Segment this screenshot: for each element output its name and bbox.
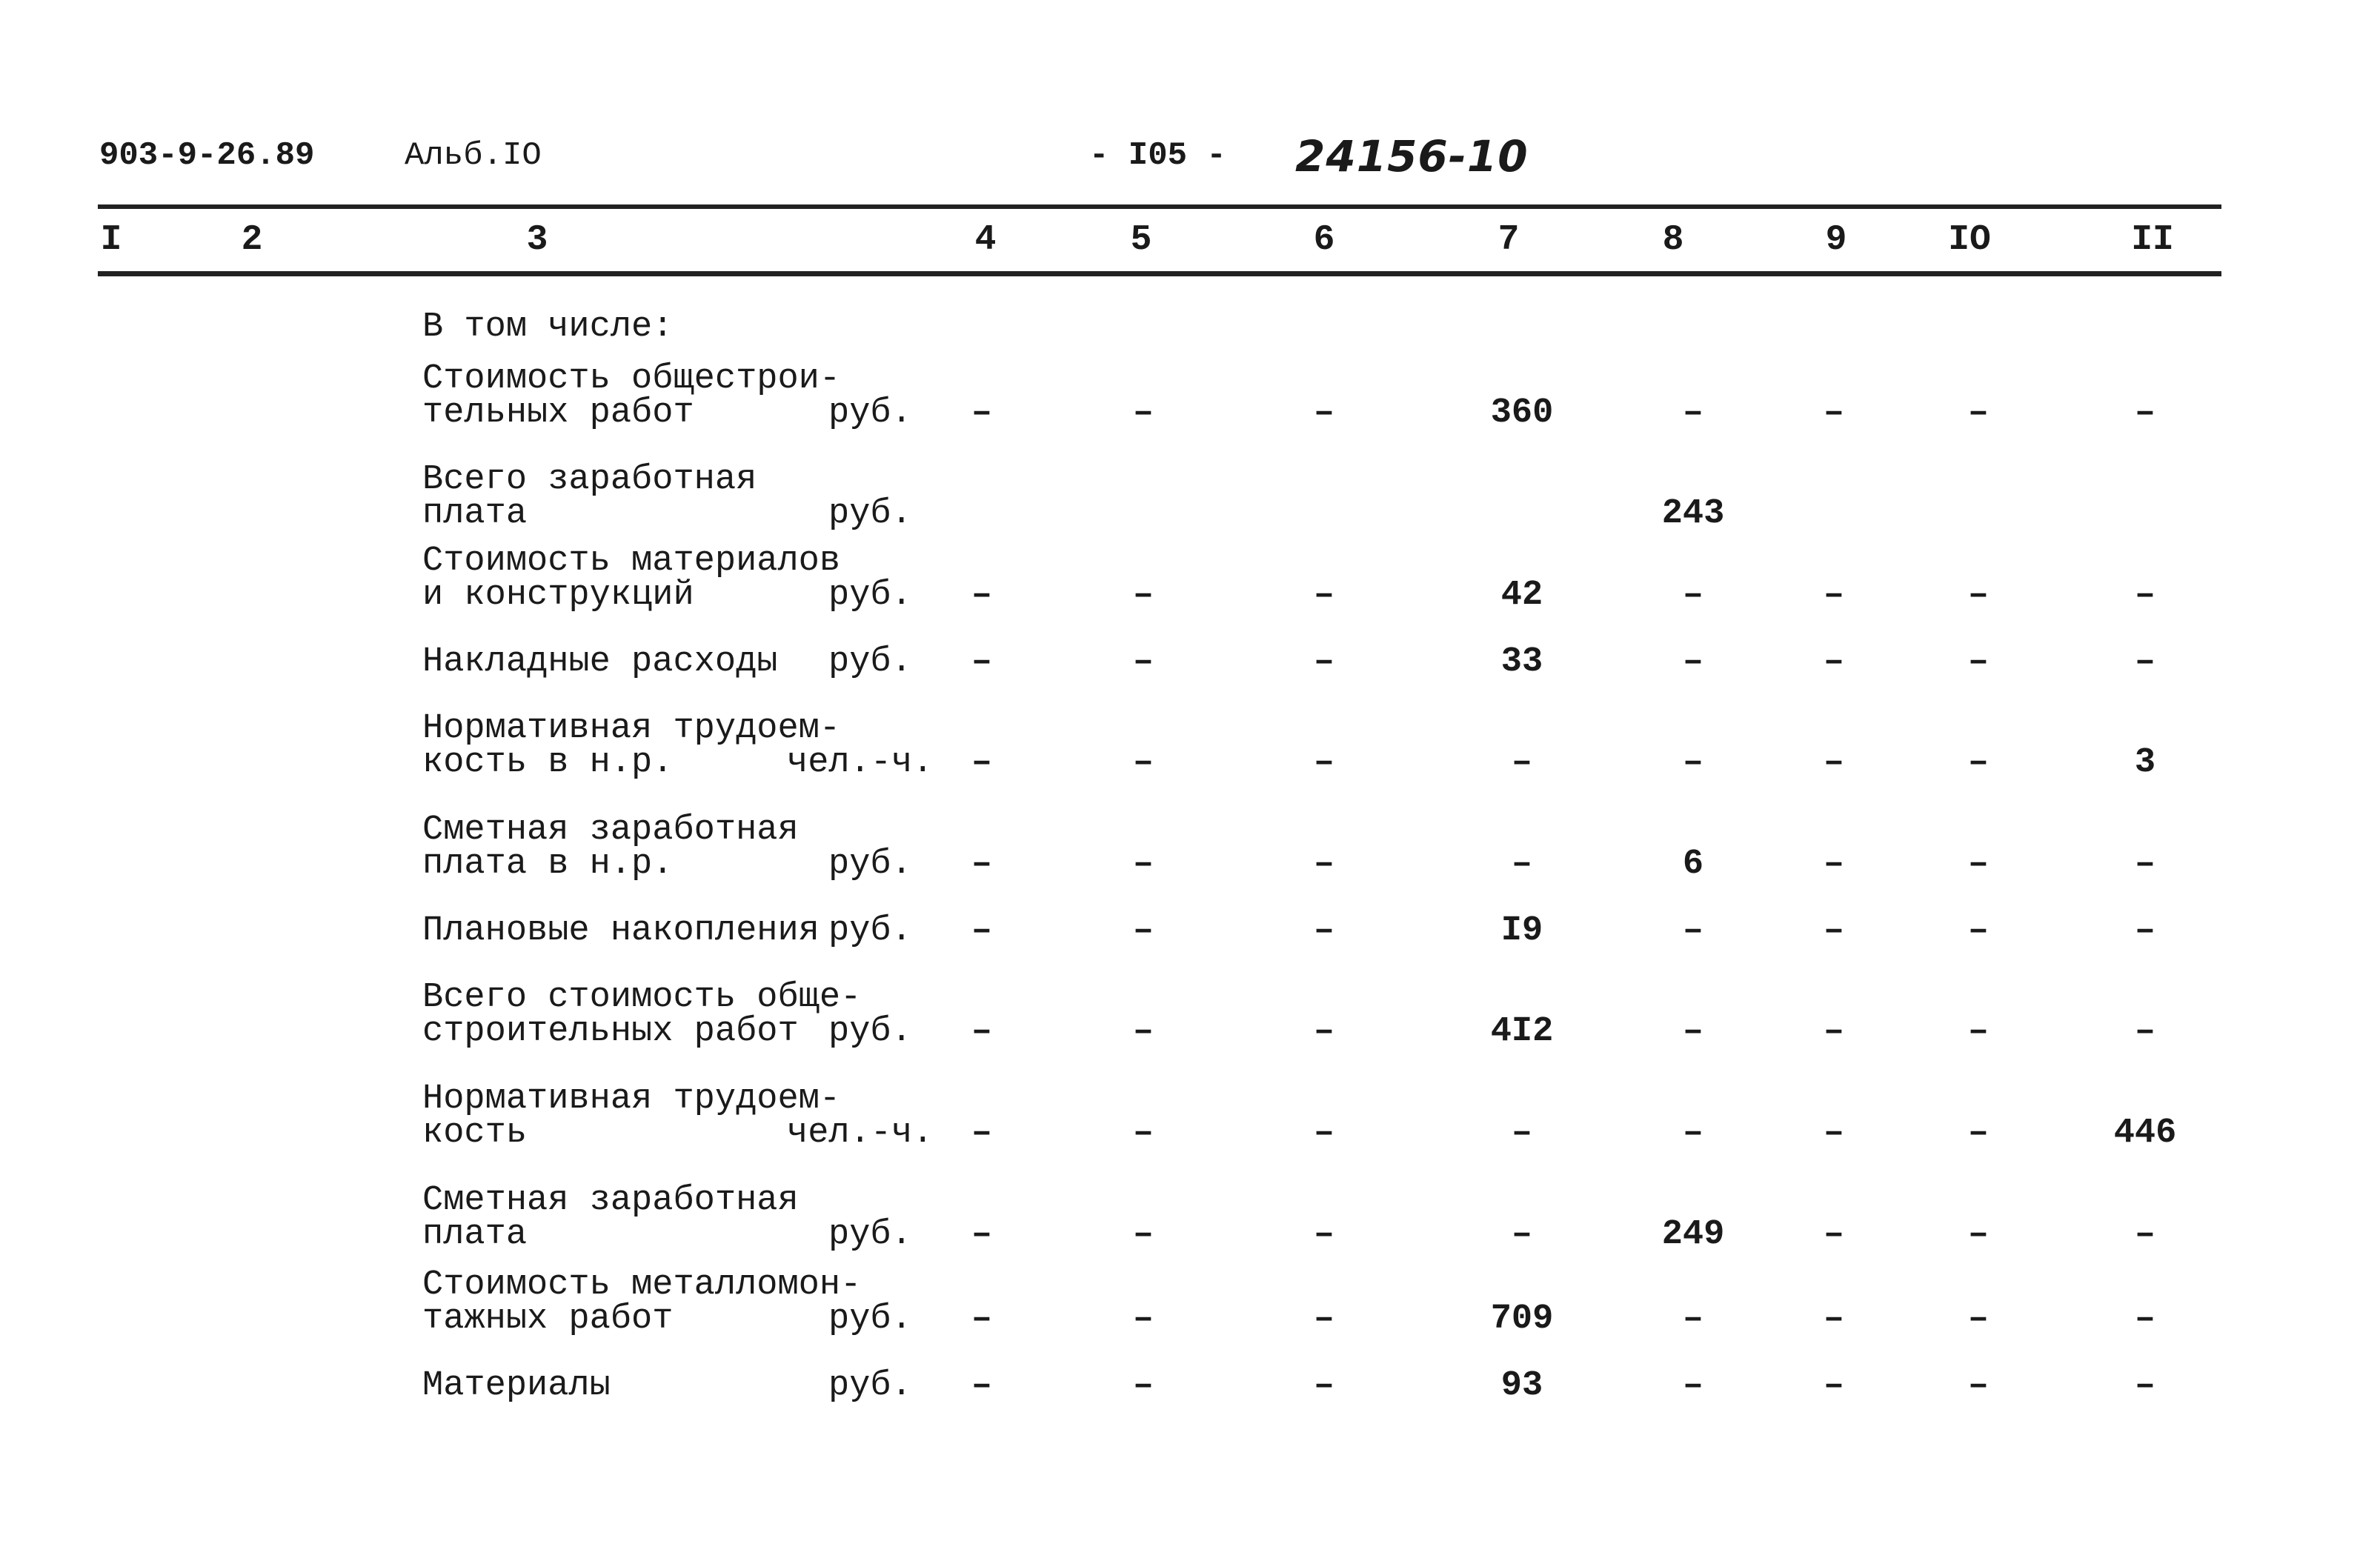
row-value: 6 bbox=[1682, 845, 1704, 884]
column-number: 3 bbox=[526, 220, 548, 260]
row-label-line1: Сметная заработная bbox=[422, 1181, 799, 1220]
column-number: 6 bbox=[1313, 220, 1335, 260]
intro-label: В том числе: bbox=[422, 307, 674, 347]
row-value: – bbox=[1313, 911, 1335, 951]
column-number: I bbox=[100, 220, 122, 260]
row-value: – bbox=[1132, 743, 1154, 782]
row-unit: руб. bbox=[828, 1012, 912, 1051]
row-label-line2: Материалы bbox=[422, 1366, 611, 1405]
row-value: – bbox=[1682, 393, 1704, 433]
row-value: – bbox=[1967, 911, 1990, 951]
row-value: – bbox=[1132, 1114, 1154, 1153]
row-unit: руб. bbox=[828, 642, 912, 682]
row-label-line1: Всего стоимость обще- bbox=[422, 978, 862, 1017]
column-number: 8 bbox=[1662, 220, 1684, 260]
row-value: – bbox=[2134, 845, 2156, 884]
row-value: – bbox=[1313, 576, 1335, 615]
row-value: – bbox=[1967, 1299, 1990, 1339]
row-value: – bbox=[2134, 642, 2156, 682]
row-label-line2: тельных работ bbox=[422, 393, 694, 433]
row-value: – bbox=[1132, 1299, 1154, 1339]
row-value: – bbox=[1132, 576, 1154, 615]
doc-code: 903-9-26.89 bbox=[99, 137, 315, 174]
row-value: – bbox=[1967, 576, 1990, 615]
row-value: – bbox=[1823, 1366, 1845, 1405]
row-value: – bbox=[1132, 1215, 1154, 1254]
row-value: – bbox=[1313, 1299, 1335, 1339]
row-value: – bbox=[1823, 743, 1845, 782]
row-unit: руб. bbox=[828, 576, 912, 615]
row-value: – bbox=[1682, 576, 1704, 615]
row-value: – bbox=[971, 1366, 993, 1405]
row-unit: чел.-ч. bbox=[787, 1114, 934, 1153]
row-value: – bbox=[1682, 1012, 1704, 1051]
row-value: – bbox=[1313, 1012, 1335, 1051]
column-number: IO bbox=[1948, 220, 1991, 260]
row-value: – bbox=[1967, 642, 1990, 682]
row-value: – bbox=[2134, 1366, 2156, 1405]
column-number: 9 bbox=[1825, 220, 1847, 260]
row-value: – bbox=[1682, 911, 1704, 951]
row-value: – bbox=[1132, 845, 1154, 884]
row-value: – bbox=[1682, 642, 1704, 682]
row-label-line2: и конструкций bbox=[422, 576, 694, 615]
row-value: – bbox=[971, 845, 993, 884]
row-value: – bbox=[1823, 576, 1845, 615]
row-label-line2: Накладные расходы bbox=[422, 642, 778, 682]
row-value: – bbox=[1682, 1299, 1704, 1339]
row-value: – bbox=[1313, 1366, 1335, 1405]
row-value: – bbox=[971, 393, 993, 433]
row-value: 709 bbox=[1490, 1299, 1554, 1339]
row-value: 249 bbox=[1661, 1215, 1725, 1254]
column-number: 5 bbox=[1130, 220, 1152, 260]
row-value: 33 bbox=[1500, 642, 1543, 682]
row-value: – bbox=[1132, 911, 1154, 951]
row-value: – bbox=[1511, 1215, 1533, 1254]
row-value: – bbox=[1132, 1366, 1154, 1405]
row-value: – bbox=[1967, 743, 1990, 782]
row-value: – bbox=[1967, 1366, 1990, 1405]
row-value: – bbox=[1967, 845, 1990, 884]
row-unit: руб. bbox=[828, 494, 912, 533]
handwritten-number: 24156-10 bbox=[1295, 131, 1529, 182]
row-label-line2: кость bbox=[422, 1114, 528, 1153]
row-value: – bbox=[1313, 393, 1335, 433]
row-unit: руб. bbox=[828, 1299, 912, 1339]
row-value: – bbox=[2134, 1215, 2156, 1254]
row-value: – bbox=[1313, 1114, 1335, 1153]
row-value: – bbox=[2134, 576, 2156, 615]
row-value: – bbox=[1313, 1215, 1335, 1254]
row-value: – bbox=[971, 1114, 993, 1153]
album-label: Альб.IO bbox=[405, 137, 542, 174]
row-label-line1: Сметная заработная bbox=[422, 811, 799, 850]
row-label-line1: Нормативная трудоем- bbox=[422, 1079, 841, 1119]
row-value: – bbox=[1823, 1215, 1845, 1254]
row-value: – bbox=[971, 911, 993, 951]
row-value: – bbox=[1313, 642, 1335, 682]
row-value: – bbox=[1823, 1299, 1845, 1339]
row-value: – bbox=[1967, 1012, 1990, 1051]
column-number: II bbox=[2131, 220, 2174, 260]
row-label-line2: Плановые накопления bbox=[422, 911, 820, 951]
row-value: – bbox=[1682, 1366, 1704, 1405]
row-unit: руб. bbox=[828, 845, 912, 884]
row-unit: руб. bbox=[828, 1215, 912, 1254]
row-value: – bbox=[971, 576, 993, 615]
row-label-line1: Нормативная трудоем- bbox=[422, 709, 841, 748]
row-label-line2: плата bbox=[422, 1215, 528, 1254]
column-number: 4 bbox=[974, 220, 997, 260]
row-value: – bbox=[971, 1215, 993, 1254]
row-value: 360 bbox=[1490, 393, 1554, 433]
row-value: – bbox=[1823, 1012, 1845, 1051]
column-number: 7 bbox=[1498, 220, 1520, 260]
row-label-line2: кость в н.р. bbox=[422, 743, 674, 782]
top-rule bbox=[98, 204, 2221, 209]
row-value: – bbox=[971, 743, 993, 782]
row-label-line2: строительных работ bbox=[422, 1012, 799, 1051]
row-label-line2: плата bbox=[422, 494, 528, 533]
row-unit: чел.-ч. bbox=[787, 743, 934, 782]
row-unit: руб. bbox=[828, 1366, 912, 1405]
row-value: – bbox=[1823, 642, 1845, 682]
row-value: – bbox=[1511, 743, 1533, 782]
row-unit: руб. bbox=[828, 911, 912, 951]
row-unit: руб. bbox=[828, 393, 912, 433]
row-value: – bbox=[1967, 393, 1990, 433]
row-label-line2: плата в н.р. bbox=[422, 845, 674, 884]
row-value: – bbox=[1823, 845, 1845, 884]
row-value: 4I2 bbox=[1490, 1012, 1554, 1051]
row-value: – bbox=[2134, 1012, 2156, 1051]
row-value: – bbox=[1511, 845, 1533, 884]
row-label-line2: тажных работ bbox=[422, 1299, 674, 1339]
row-value: – bbox=[1967, 1114, 1990, 1153]
row-label-line1: Стоимость материалов bbox=[422, 542, 841, 581]
row-label-line1: Всего заработная bbox=[422, 460, 757, 499]
row-value: – bbox=[971, 1012, 993, 1051]
row-value: – bbox=[1132, 1012, 1154, 1051]
row-value: – bbox=[1132, 642, 1154, 682]
row-value: – bbox=[2134, 911, 2156, 951]
row-value: 42 bbox=[1500, 576, 1543, 615]
row-label-line1: Стоимость металломон- bbox=[422, 1265, 862, 1305]
row-value: – bbox=[1313, 743, 1335, 782]
row-value: – bbox=[971, 642, 993, 682]
row-value: – bbox=[1682, 1114, 1704, 1153]
page-number: - I05 - bbox=[1089, 137, 1226, 174]
column-number: 2 bbox=[241, 220, 263, 260]
header-bottom-rule bbox=[98, 271, 2221, 276]
row-value: 3 bbox=[2134, 743, 2156, 782]
row-value: – bbox=[1823, 393, 1845, 433]
row-value: – bbox=[971, 1299, 993, 1339]
row-label-line1: Стоимость общестрои- bbox=[422, 359, 841, 399]
row-value: – bbox=[2134, 393, 2156, 433]
row-value: – bbox=[1132, 393, 1154, 433]
row-value: 93 bbox=[1500, 1366, 1543, 1405]
row-value: – bbox=[1967, 1215, 1990, 1254]
row-value: I9 bbox=[1500, 911, 1543, 951]
row-value: – bbox=[1313, 845, 1335, 884]
row-value: – bbox=[1511, 1114, 1533, 1153]
row-value: – bbox=[1682, 743, 1704, 782]
row-value: 446 bbox=[2113, 1114, 2177, 1153]
row-value: – bbox=[1823, 911, 1845, 951]
row-value: – bbox=[1823, 1114, 1845, 1153]
row-value: – bbox=[2134, 1299, 2156, 1339]
row-value: 243 bbox=[1661, 494, 1725, 533]
